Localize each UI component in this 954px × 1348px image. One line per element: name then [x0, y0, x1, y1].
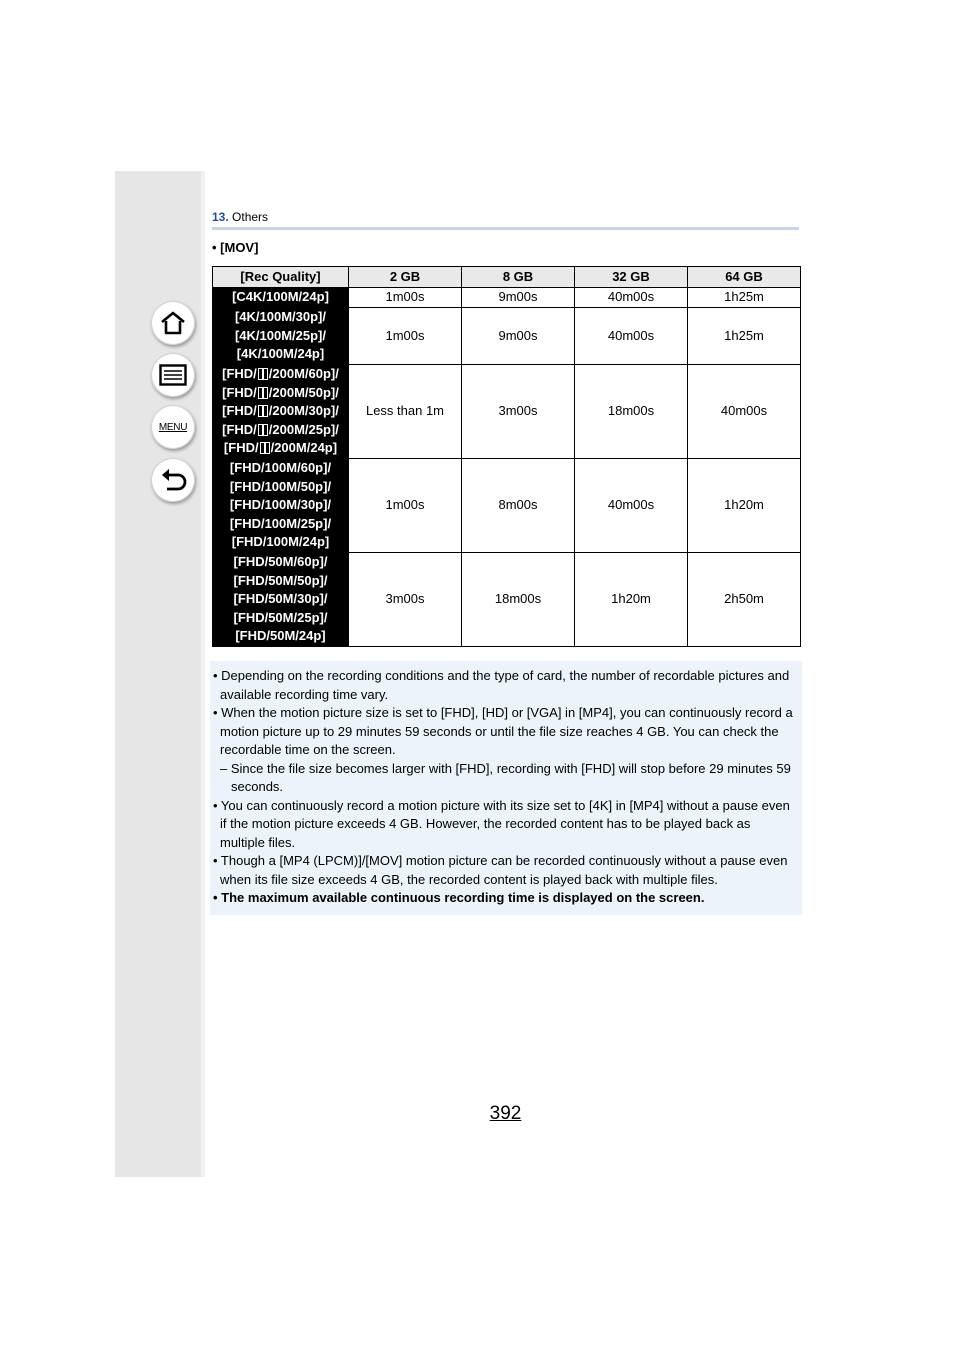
rec-quality-cell: [213, 459, 349, 553]
note-item: • When the motion picture size is set to [FHD], [HD] or [VGA] in [MP4], you can continuously record a motion picture up to 29 minutes 59 seconds or until the file size reaches 4 GB. You can check the recordable time on the screen.: [213, 705, 793, 757]
table-row: [213, 553, 801, 647]
table-cell: 40m00s: [575, 288, 688, 308]
notes-box: [210, 661, 802, 915]
rec-quality-line: [FHD/100M/25p]/: [229, 515, 332, 531]
rec-quality-line: [4K/100M/24p]: [236, 346, 325, 362]
motion-picture-icon: [260, 442, 270, 454]
chapter-title: Others: [232, 210, 269, 224]
rec-quality-prefix: [FHD/: [223, 440, 259, 456]
rec-quality-cell: [213, 288, 349, 308]
table-cell: 18m00s: [462, 553, 575, 647]
rec-quality-suffix: /200M/30p]/: [268, 403, 339, 419]
table-cell: 1h25m: [688, 288, 801, 308]
rec-quality-line: [C4K/100M/24p]: [232, 289, 329, 305]
table-cell: 1m00s: [349, 288, 462, 308]
rec-quality-line: [FHD/100M/30p]/: [229, 497, 332, 513]
motion-picture-icon: [258, 368, 268, 380]
motion-picture-icon: [258, 405, 268, 417]
rec-quality-line: [213, 365, 348, 384]
home-icon: [159, 310, 187, 336]
table-cell: 9m00s: [462, 308, 575, 365]
rec-quality-cell: [213, 308, 349, 365]
column-header: 32 GB: [575, 267, 688, 288]
column-header: 8 GB: [462, 267, 575, 288]
rec-quality-suffix: /200M/25p]/: [268, 421, 339, 437]
table-cell: 1h20m: [575, 553, 688, 647]
table-row: [213, 308, 801, 365]
section-label: • [MOV]: [212, 240, 259, 255]
menu-button[interactable]: [151, 405, 195, 449]
rec-quality-suffix: /200M/24p]: [270, 440, 338, 456]
table-cell: 3m00s: [462, 365, 575, 459]
menu-icon: MENU: [158, 421, 188, 433]
chapter-number: 13.: [212, 210, 229, 224]
back-button[interactable]: [151, 458, 195, 502]
rec-quality-line: [213, 439, 348, 458]
rec-quality-prefix: [FHD/: [222, 366, 257, 382]
note-item: • Though a [MP4 (LPCM)]/[MOV] motion picture can be recorded continuously without a pause even when its file size exceeds 4 GB, the recorded content is played back with multiple files.: [213, 853, 788, 887]
table-header-row: [213, 267, 801, 288]
list-icon: [159, 364, 187, 386]
rec-quality-line: [FHD/50M/60p]/: [233, 554, 328, 570]
note-subitem: – Since the file size becomes larger with [FHD], recording with [FHD] will stop before 29 minutes 59 seconds.: [220, 760, 791, 794]
sidebar-edge: [201, 171, 205, 1177]
page-number: 392: [489, 1103, 522, 1124]
rec-quality-line: [FHD/50M/25p]/: [233, 609, 328, 625]
rec-quality-line: [FHD/50M/50p]/: [233, 572, 328, 588]
column-header: 2 GB: [349, 267, 462, 288]
table-cell: 2h50m: [688, 553, 801, 647]
note-item-bold: • The maximum available continuous recording time is displayed on the screen.: [213, 890, 705, 905]
rec-quality-line: [FHD/100M/24p]: [231, 534, 330, 550]
rec-quality-line: [213, 384, 348, 403]
table-cell: 40m00s: [688, 365, 801, 459]
page-header: [212, 209, 799, 230]
rec-quality-line: [213, 421, 348, 440]
table-cell: 1h20m: [688, 459, 801, 553]
rec-quality-suffix: /200M/50p]/: [268, 384, 339, 400]
table-cell: 1m00s: [349, 459, 462, 553]
motion-picture-icon: [258, 424, 268, 436]
rec-quality-line: [FHD/100M/50p]/: [229, 478, 332, 494]
rec-quality-prefix: [FHD/: [222, 421, 257, 437]
column-header: 64 GB: [688, 267, 801, 288]
motion-picture-icon: [258, 387, 268, 399]
contents-button[interactable]: [151, 353, 195, 397]
rec-quality-prefix: [FHD/: [222, 384, 257, 400]
rec-quality-line: [FHD/100M/60p]/: [229, 460, 332, 476]
rec-quality-line: [4K/100M/30p]/: [234, 309, 327, 325]
rec-quality-prefix: [FHD/: [222, 403, 257, 419]
table-cell: 9m00s: [462, 288, 575, 308]
rec-quality-line: [FHD/50M/24p]: [235, 628, 326, 644]
rec-quality-cell: [213, 553, 349, 647]
table-cell: 3m00s: [349, 553, 462, 647]
table-cell: 8m00s: [462, 459, 575, 553]
table-cell: 40m00s: [575, 459, 688, 553]
note-item: • You can continuously record a motion picture with its size set to [4K] in [MP4] without a pause even if the motion picture exceeds 4 GB. However, the recorded content has to be played back as multiple files.: [213, 797, 790, 850]
column-header: [Rec Quality]: [213, 267, 349, 288]
rec-quality-suffix: /200M/60p]/: [268, 366, 339, 382]
note-item: • Depending on the recording conditions and the type of card, the number of recordable pictures and available recording time vary.: [213, 668, 790, 702]
rec-quality-line: [FHD/50M/30p]/: [233, 591, 328, 607]
table-cell: 1h25m: [688, 308, 801, 365]
back-icon: [159, 467, 187, 493]
table-row: [213, 459, 801, 553]
rec-quality-cell: [213, 365, 349, 459]
recording-time-table: [212, 266, 801, 647]
rec-quality-line: [213, 402, 348, 421]
table-row: [213, 365, 801, 459]
table-cell: 40m00s: [575, 308, 688, 365]
table-cell: 1m00s: [349, 308, 462, 365]
home-button[interactable]: [151, 301, 195, 345]
table-row: [213, 288, 801, 308]
table-cell: 18m00s: [575, 365, 688, 459]
table-cell: Less than 1m: [349, 365, 462, 459]
rec-quality-line: [4K/100M/25p]/: [234, 327, 327, 343]
